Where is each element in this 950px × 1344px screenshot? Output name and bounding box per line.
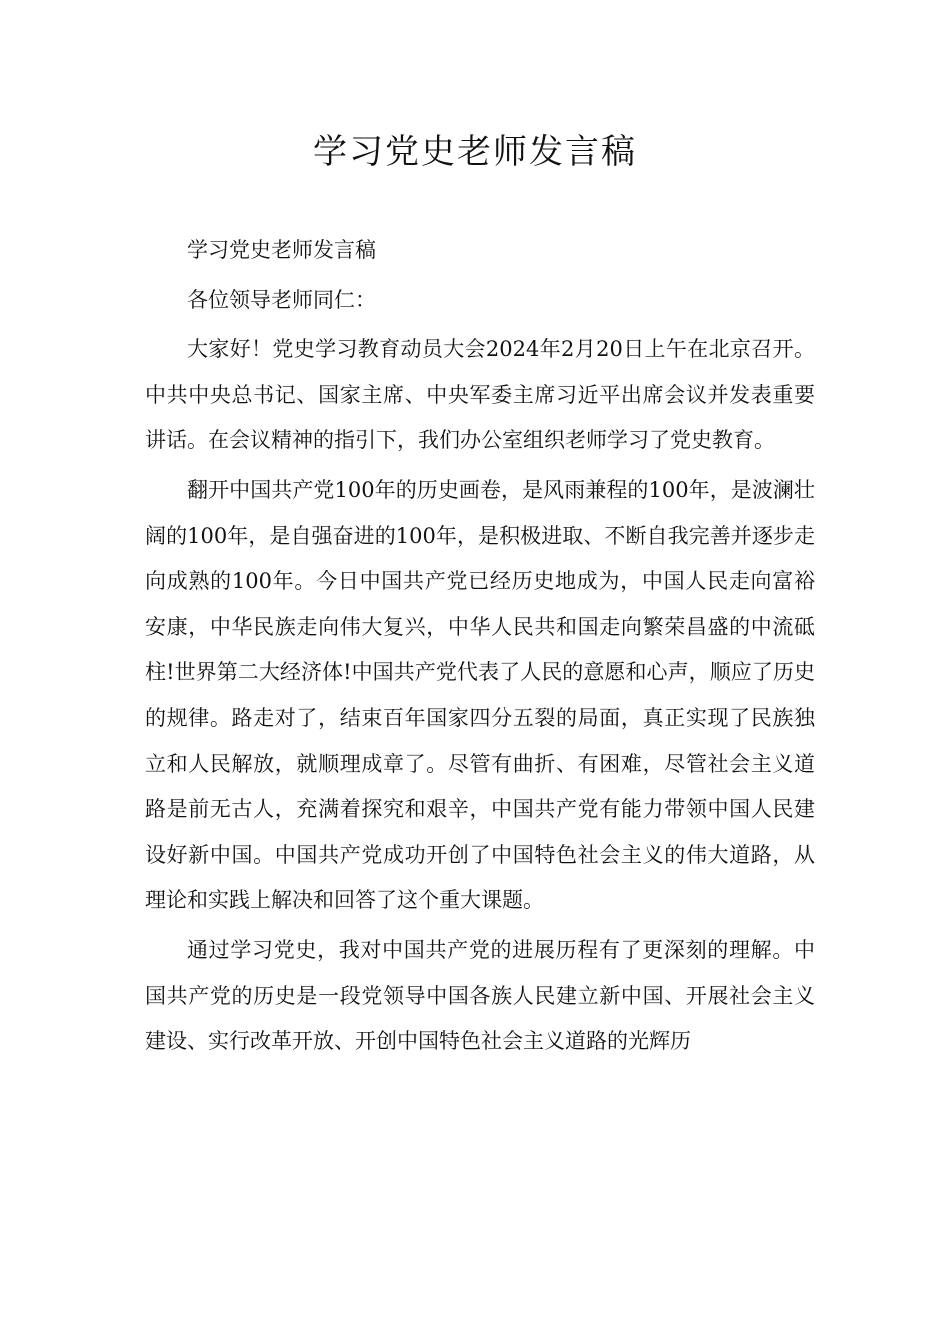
paragraph-reflection: 通过学习党史，我对中国共产党的进展历程有了更深刻的理解。中国共产党的历史是一段党领导中国各族人民建立新中国、开展社会主义建设、实行改革开放、开创中国特色社会主义道路的光辉历 bbox=[145, 937, 815, 1054]
paragraph-subtitle: 学习党史老师发言稿 bbox=[187, 238, 376, 262]
paragraph-opening: 大家好！党史学习教育动员大会2024年2月20日上午在北京召开。中共中央总书记、国家主席、中央军委主席习近平出席会议并发表重要讲话。在会议精神的指引下，我们办公室组织老师学习了党史教育。 bbox=[145, 337, 815, 453]
document-body bbox=[145, 228, 815, 1069]
paragraph-salutation: 各位领导老师同仁： bbox=[187, 287, 376, 312]
document-title: 学习党史老师发言稿 bbox=[313, 132, 637, 172]
paragraph-history: 翻开中国共产党100年的历史画卷，是风雨兼程的100年，是波澜壮阔的100年，是自强奋进的100年，是积极进取、不断自我完善并逐步走向成熟的100年。今日中国共产党已经历史地成为，中国人民走向富裕安康，中华民族走向伟大复兴，中华人民共和国走向繁荣昌盛的中流砥柱!世界第二大经济体!中国共产党代表了人民的意愿和心声，顺应了历史的规律。路走对了，结束百年国家四分五裂的局面，真正实现了民族独立和人民解放，就顺理成章了。尽管有曲折、有困难，尽管社会主义道路是前无古人，充满着探究和艰辛，中国共产党有能力带领中国人民建设好新中国。中国共产党成功开创了中国特色社会主义的伟大道路，从理论和实践上解决和回答了这个重大课题。 bbox=[145, 477, 815, 913]
